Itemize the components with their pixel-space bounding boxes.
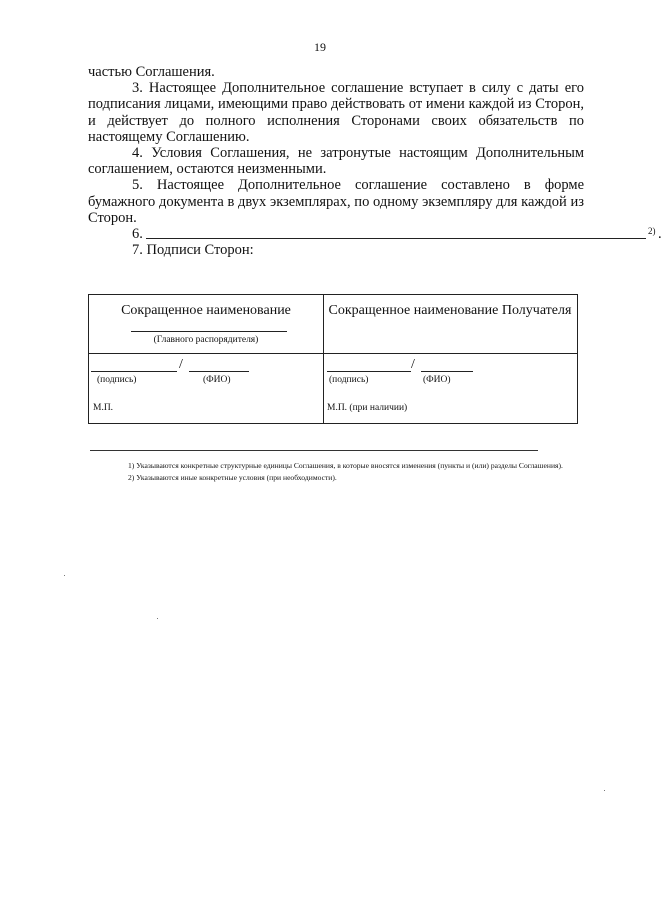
footnote-1: 1) Указываются конкретные структурные единицы Соглашения, в которые вносятся изменения (пункты и (или) разделы Соглашения). — [128, 461, 563, 470]
recipient-signature-line[interactable] — [327, 371, 411, 372]
grantor-short-name-header: Сокращенное наименование — [121, 303, 291, 318]
recipient-stamp: М.П. (при наличии) — [327, 403, 408, 413]
paragraph-6-number: 6. — [132, 226, 143, 243]
footnote-2-ref: 2) — [648, 226, 656, 237]
recipient-short-name-header: Сокращенное наименование Получателя — [328, 303, 572, 318]
grantor-caption: (Главного распорядителя) — [153, 335, 259, 345]
paragraph-6 — [88, 226, 662, 243]
paragraph-6-end: . — [658, 226, 662, 243]
paragraph-7: 7. Подписи Сторон: — [132, 242, 254, 259]
signature-table — [88, 294, 578, 424]
scan-speck — [604, 790, 605, 791]
grantor-signature-line[interactable] — [91, 371, 177, 372]
grantor-name-line[interactable] — [131, 331, 287, 332]
paragraph-4: 4. Условия Соглашения, не затронутые настоящим Дополнительным соглашением, остаются неизменными. — [88, 145, 584, 178]
signature-column-recipient — [323, 295, 577, 423]
grantor-signature-label: (подпись) — [97, 375, 137, 385]
grantor-stamp: М.П. — [93, 403, 114, 413]
recipient-signature-label: (подпись) — [329, 375, 369, 385]
document-body — [88, 64, 662, 259]
signature-column-grantor — [89, 295, 324, 423]
footnotes — [90, 461, 580, 486]
footnote-separator — [90, 450, 538, 451]
footnote-2: 2) Указываются иные конкретные условия (при необходимости). — [128, 473, 337, 483]
grantor-fio-label: (ФИО) — [203, 375, 231, 385]
recipient-fio-label: (ФИО) — [423, 375, 451, 385]
paragraph-3: 3. Настоящее Дополнительное соглашение вступает в силу с даты его подписания лицами, имеющими право действовать от имени каждой из Сторон, и действует до полного исполнения Сторонами своих обязательств по настоящему Соглашению. — [88, 80, 584, 145]
recipient-slash: / — [411, 357, 415, 372]
page-number: 19 — [314, 40, 326, 54]
paragraph-6-blank-line[interactable] — [146, 238, 646, 239]
table-row-divider — [89, 353, 577, 354]
paragraph-continuation: частью Соглашения. — [88, 64, 215, 80]
paragraph-5: 5. Настоящее Дополнительное соглашение составлено в форме бумажного документа в двух экземплярах, по одному экземпляру для каждой из Сторон. — [88, 177, 584, 226]
recipient-fio-line[interactable] — [421, 371, 473, 372]
scan-speck — [64, 575, 65, 576]
grantor-fio-line[interactable] — [189, 371, 249, 372]
scan-speck — [157, 618, 158, 619]
grantor-slash: / — [179, 357, 183, 372]
